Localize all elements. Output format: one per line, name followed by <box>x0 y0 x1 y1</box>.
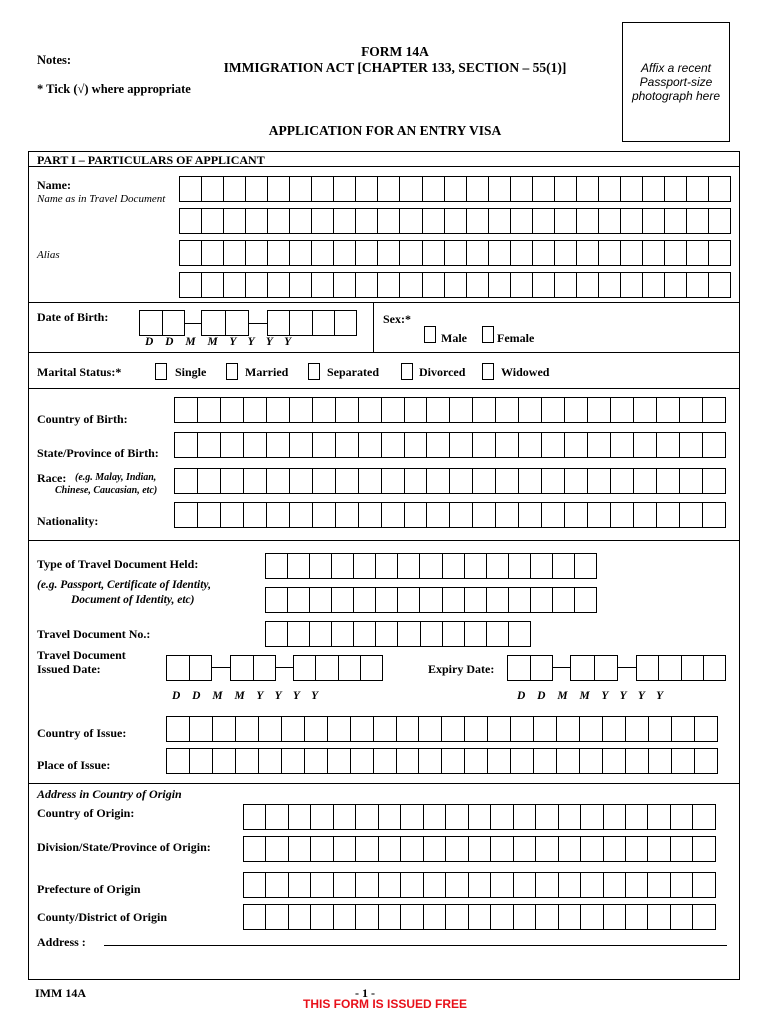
sex-female-checkbox[interactable] <box>482 326 494 343</box>
sex-male-label: Male <box>441 331 467 345</box>
tick-note: * Tick (√) where appropriate <box>37 82 191 96</box>
place-of-issue-input[interactable] <box>166 748 718 774</box>
part1-heading: PART I – PARTICULARS OF APPLICANT <box>37 153 265 167</box>
issued-date-label-line-2: Issued Date: <box>37 662 101 676</box>
form-code: IMM 14A <box>35 986 86 1000</box>
divider <box>28 540 740 541</box>
form-number: FORM 14A <box>361 44 429 59</box>
country-of-birth-label: Country of Birth: <box>37 412 128 426</box>
issued-day-input[interactable] <box>166 655 212 681</box>
prefecture-of-origin-input[interactable] <box>243 872 716 898</box>
state-of-birth-label: State/Province of Birth: <box>37 446 159 460</box>
sex-label: Sex:* <box>383 312 411 326</box>
marital-married-label: Married <box>245 365 289 379</box>
date-separator <box>276 667 293 668</box>
race-label: Race: <box>37 471 67 485</box>
sex-female-label: Female <box>497 331 535 345</box>
marital-single-label: Single <box>175 365 207 379</box>
issued-year-input[interactable] <box>293 655 383 681</box>
page-number: - 1 - <box>355 986 375 1000</box>
photo-instructions: Affix a recent Passport-size photograph here <box>631 61 721 103</box>
dob-year-input[interactable] <box>267 310 357 336</box>
alias-input-row-2[interactable] <box>179 272 731 298</box>
date-separator <box>249 323 267 324</box>
date-separator <box>212 667 230 668</box>
name-input-row-1[interactable] <box>179 176 731 202</box>
alias-input-row-1[interactable] <box>179 240 731 266</box>
notes-label: Notes: <box>37 53 72 67</box>
expiry-date-label: Expiry Date: <box>428 662 495 676</box>
division-of-origin-input[interactable] <box>243 836 716 862</box>
place-of-issue-label: Place of Issue: <box>37 758 111 772</box>
marital-widowed-checkbox[interactable] <box>482 363 494 380</box>
issued-date-label-line-1: Travel Document <box>37 648 126 662</box>
state-of-birth-input[interactable] <box>174 432 726 458</box>
travel-document-number-label: Travel Document No.: <box>37 627 151 641</box>
country-of-issue-input[interactable] <box>166 716 718 742</box>
photo-box[interactable] <box>622 22 730 142</box>
race-input[interactable] <box>174 468 726 494</box>
divider <box>28 352 740 353</box>
name-input-row-2[interactable] <box>179 208 731 234</box>
marital-married-checkbox[interactable] <box>226 363 238 380</box>
travel-document-example-line-1: (e.g. Passport, Certificate of Identity, <box>37 579 211 591</box>
marital-single-checkbox[interactable] <box>155 363 167 380</box>
nationality-label: Nationality: <box>37 514 99 528</box>
act-reference: IMMIGRATION ACT [CHAPTER 133, SECTION – 55(1)] <box>223 60 567 75</box>
county-of-origin-input[interactable] <box>243 904 716 930</box>
address-label: Address : <box>37 935 86 949</box>
page-title: APPLICATION FOR AN ENTRY VISA <box>268 123 502 138</box>
travel-document-type-input-row-2[interactable] <box>265 587 597 613</box>
country-of-origin-label: Country of Origin: <box>37 806 135 820</box>
marital-separated-label: Separated <box>327 365 379 379</box>
country-of-issue-label: Country of Issue: <box>37 726 127 740</box>
race-example-line-1: (e.g. Malay, Indian, <box>75 472 157 483</box>
marital-separated-checkbox[interactable] <box>308 363 320 380</box>
name-sublabel: Name as in Travel Document <box>37 193 166 205</box>
marital-divorced-label: Divorced <box>419 365 466 379</box>
expiry-date-format-hint: D D M M Y Y Y Y <box>517 690 664 702</box>
free-notice: THIS FORM IS ISSUED FREE <box>302 997 467 1011</box>
country-of-birth-input[interactable] <box>174 397 726 423</box>
date-separator <box>185 323 201 324</box>
race-example-line-2: Chinese, Caucasian, etc) <box>55 485 158 496</box>
expiry-day-input[interactable] <box>507 655 553 681</box>
dob-label: Date of Birth: <box>37 310 109 324</box>
marital-widowed-label: Widowed <box>501 365 550 379</box>
issued-month-input[interactable] <box>230 655 276 681</box>
address-input-line[interactable] <box>104 945 727 946</box>
country-of-origin-input[interactable] <box>243 804 716 830</box>
prefecture-of-origin-label: Prefecture of Origin <box>37 882 141 896</box>
dob-month-input[interactable] <box>201 310 249 336</box>
expiry-year-input[interactable] <box>636 655 726 681</box>
date-separator <box>553 667 570 668</box>
travel-document-type-input-row-1[interactable] <box>265 553 597 579</box>
travel-document-number-input[interactable] <box>265 621 531 647</box>
issued-date-format-hint: D D M M Y Y Y Y <box>172 690 319 702</box>
nationality-input[interactable] <box>174 502 726 528</box>
dob-day-input[interactable] <box>139 310 185 336</box>
expiry-month-input[interactable] <box>570 655 618 681</box>
county-of-origin-label: County/District of Origin <box>37 910 167 924</box>
date-separator <box>618 667 636 668</box>
dob-format-hint: D D M M Y Y Y Y <box>145 336 292 348</box>
name-label: Name: <box>37 178 71 192</box>
address-section-heading: Address in Country of Origin <box>37 787 182 801</box>
divider <box>28 783 740 784</box>
divider <box>28 388 740 389</box>
sex-male-checkbox[interactable] <box>424 326 436 343</box>
travel-document-type-label: Type of Travel Document Held: <box>37 557 199 571</box>
travel-document-example-line-2: Document of Identity, etc) <box>71 594 195 606</box>
marital-status-label: Marital Status:* <box>37 365 122 379</box>
divider <box>373 302 374 352</box>
division-of-origin-label: Division/State/Province of Origin: <box>37 840 211 854</box>
marital-divorced-checkbox[interactable] <box>401 363 413 380</box>
divider <box>28 302 740 303</box>
alias-label: Alias <box>37 249 60 261</box>
